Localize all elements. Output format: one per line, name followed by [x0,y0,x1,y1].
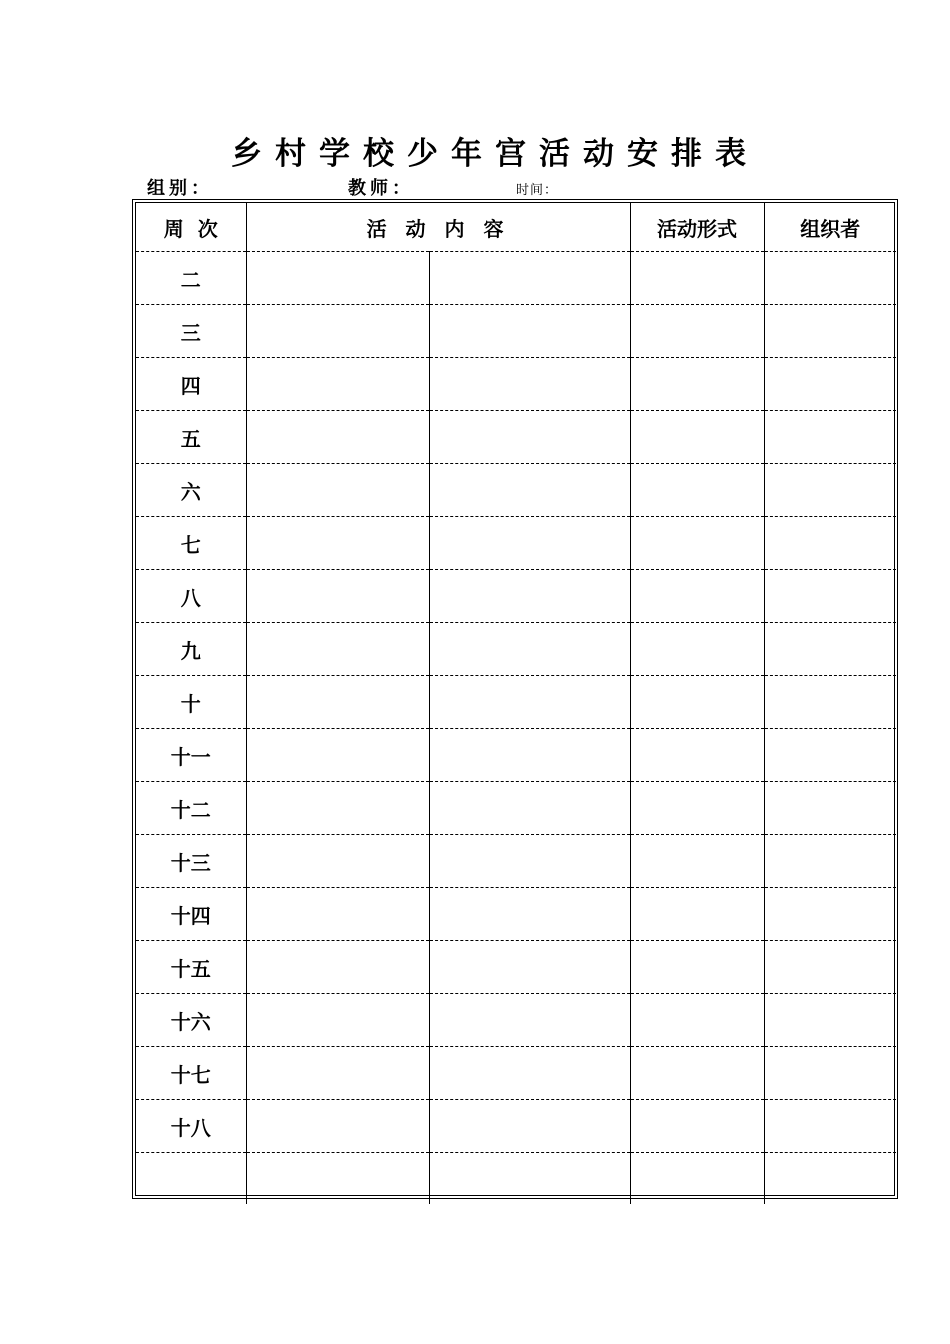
table-row [136,517,896,570]
table-row [136,729,896,782]
cell-week: 二 [136,252,246,305]
header-content: 活 动 内 容 [246,203,630,252]
cell-content-1[interactable] [246,1153,429,1205]
cell-content-1[interactable] [246,411,429,464]
cell-content-1[interactable] [246,464,429,517]
cell-organizer[interactable] [764,623,896,676]
table-row [136,782,896,835]
cell-content-2[interactable] [429,941,630,994]
header-organizer: 组织者 [764,203,896,252]
cell-week: 十五 [136,941,246,994]
cell-organizer[interactable] [764,782,896,835]
table-row [136,941,896,994]
cell-week: 十八 [136,1100,246,1153]
table-row [136,358,896,411]
cell-form[interactable] [630,305,764,358]
cell-organizer[interactable] [764,1047,896,1100]
cell-content-1[interactable] [246,358,429,411]
cell-week: 三 [136,305,246,358]
cell-form[interactable] [630,1100,764,1153]
cell-content-1[interactable] [246,729,429,782]
table-row [136,1100,896,1153]
cell-week: 十七 [136,1047,246,1100]
cell-content-1[interactable] [246,252,429,305]
cell-content-2[interactable] [429,729,630,782]
cell-week: 十一 [136,729,246,782]
table-row [136,411,896,464]
cell-content-2[interactable] [429,888,630,941]
cell-content-2[interactable] [429,1100,630,1153]
table-row [136,464,896,517]
cell-organizer[interactable] [764,835,896,888]
table-row [136,623,896,676]
table-row [136,676,896,729]
cell-form[interactable] [630,623,764,676]
cell-week: 五 [136,411,246,464]
cell-organizer[interactable] [764,305,896,358]
schedule-table-inner [135,202,895,1196]
teacher-label: 教师： [348,178,414,199]
time-label: 时间： [516,183,559,198]
cell-content-2[interactable] [429,252,630,305]
cell-content-1[interactable] [246,623,429,676]
cell-organizer[interactable] [764,1100,896,1153]
cell-organizer[interactable] [764,358,896,411]
cell-week [136,1153,246,1205]
table-row [136,1047,896,1100]
header-form: 活动形式 [630,203,764,252]
cell-content-1[interactable] [246,676,429,729]
cell-content-1[interactable] [246,888,429,941]
cell-form[interactable] [630,570,764,623]
schedule-table [136,203,896,1204]
cell-organizer[interactable] [764,1153,896,1205]
cell-form[interactable] [630,464,764,517]
cell-form[interactable] [630,941,764,994]
cell-organizer[interactable] [764,888,896,941]
cell-content-2[interactable] [429,1153,630,1205]
cell-form[interactable] [630,358,764,411]
table-row [136,888,896,941]
cell-week: 十四 [136,888,246,941]
table-row [136,570,896,623]
schedule-table-frame [132,199,898,1199]
cell-week: 七 [136,517,246,570]
cell-organizer[interactable] [764,729,896,782]
cell-content-1[interactable] [246,1100,429,1153]
cell-week: 十 [136,676,246,729]
cell-content-2[interactable] [429,782,630,835]
table-row [136,994,896,1047]
cell-content-2[interactable] [429,676,630,729]
cell-week: 十三 [136,835,246,888]
cell-content-1[interactable] [246,570,429,623]
cell-form[interactable] [630,994,764,1047]
cell-form[interactable] [630,782,764,835]
cell-week: 十二 [136,782,246,835]
cell-content-2[interactable] [429,623,630,676]
cell-form[interactable] [630,1153,764,1205]
header-week: 周 次 [163,216,218,241]
cell-week: 八 [136,570,246,623]
cell-form[interactable] [630,835,764,888]
cell-week: 四 [136,358,246,411]
cell-content-2[interactable] [429,464,630,517]
table-header-row [136,203,896,252]
cell-form[interactable] [630,1047,764,1100]
cell-form[interactable] [630,729,764,782]
page-title: 乡村学校少年宫活动安排表 [231,136,759,172]
cell-week: 六 [136,464,246,517]
cell-content-2[interactable] [429,517,630,570]
cell-form[interactable] [630,676,764,729]
cell-organizer[interactable] [764,994,896,1047]
cell-content-1[interactable] [246,517,429,570]
cell-form[interactable] [630,517,764,570]
cell-week: 九 [136,623,246,676]
cell-content-1[interactable] [246,782,429,835]
group-label: 组别： [147,178,213,199]
cell-content-1[interactable] [246,835,429,888]
cell-organizer[interactable] [764,252,896,305]
cell-content-2[interactable] [429,570,630,623]
cell-content-1[interactable] [246,1047,429,1100]
cell-content-2[interactable] [429,1047,630,1100]
table-row [136,1153,896,1205]
cell-week: 十六 [136,994,246,1047]
cell-organizer[interactable] [764,411,896,464]
cell-organizer[interactable] [764,517,896,570]
table-row [136,305,896,358]
cell-organizer[interactable] [764,464,896,517]
cell-organizer[interactable] [764,570,896,623]
table-row [136,252,896,305]
cell-content-2[interactable] [429,411,630,464]
cell-content-2[interactable] [429,305,630,358]
cell-form[interactable] [630,252,764,305]
cell-content-2[interactable] [429,835,630,888]
cell-content-2[interactable] [429,358,630,411]
cell-form[interactable] [630,411,764,464]
cell-content-2[interactable] [429,994,630,1047]
cell-form[interactable] [630,888,764,941]
cell-content-1[interactable] [246,305,429,358]
table-row [136,835,896,888]
cell-content-1[interactable] [246,941,429,994]
cell-organizer[interactable] [764,676,896,729]
cell-content-1[interactable] [246,994,429,1047]
cell-organizer[interactable] [764,941,896,994]
